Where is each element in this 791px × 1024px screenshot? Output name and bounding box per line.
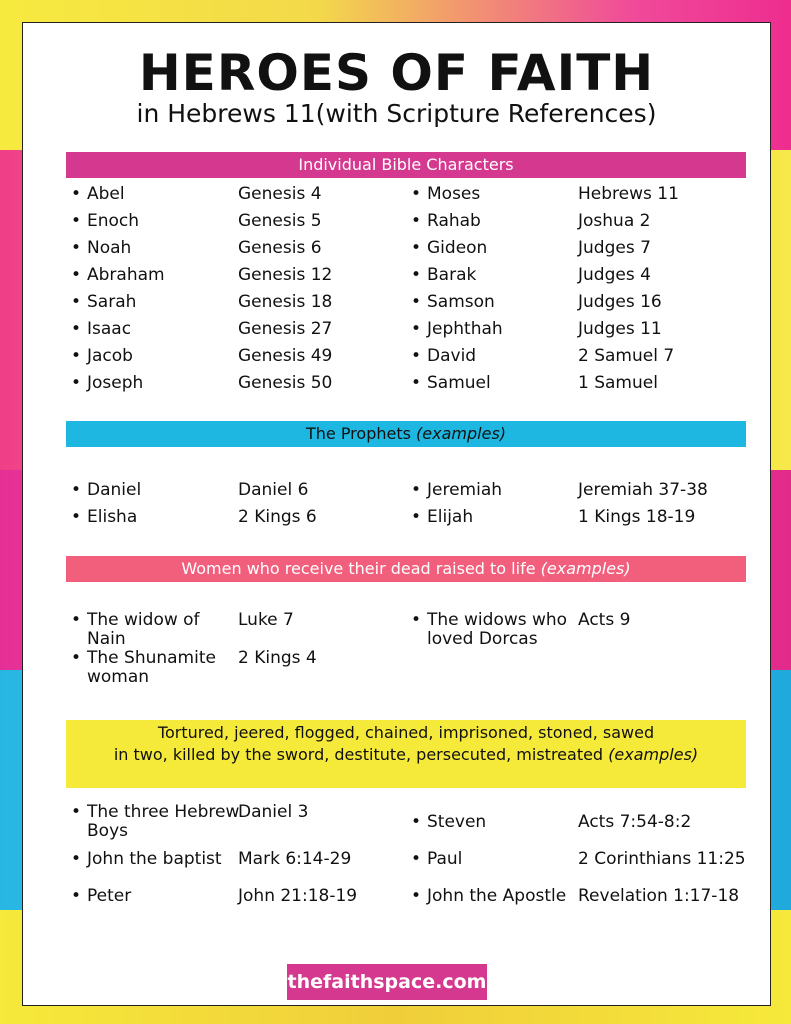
bullet: •: [71, 648, 82, 668]
list-item: [411, 184, 679, 204]
hero-reference: Genesis 50: [238, 373, 333, 393]
bullet: •: [411, 886, 422, 906]
hero-name: Abel: [87, 184, 125, 204]
hero-name: The three Hebrew Boys: [87, 802, 240, 841]
bullet: •: [71, 346, 82, 366]
section-heading-tortured: Tortured, jeered, flogged, chained, imprisoned, stoned, sawed in two, killed by the sword, destitute, persecuted, mistreated (examples): [66, 720, 746, 788]
list-item: [411, 849, 746, 869]
page-title: HEROES OF FAITH: [138, 44, 655, 102]
section-heading-individual: Individual Bible Characters: [66, 152, 746, 178]
list-item: [411, 265, 651, 285]
bullet: •: [411, 319, 422, 339]
hero-name: Gideon: [427, 238, 488, 258]
hero-reference: Genesis 5: [238, 211, 322, 231]
bullet: •: [411, 184, 422, 204]
list-item: [411, 507, 696, 527]
list-item: [71, 265, 333, 285]
hero-reference: 2 Samuel 7: [578, 346, 675, 366]
list-item: [411, 319, 662, 339]
hero-name: Jephthah: [427, 319, 503, 339]
list-item: [411, 610, 631, 649]
hero-reference: Joshua 2: [578, 211, 651, 231]
hero-reference: 1 Samuel: [578, 373, 658, 393]
list-item: [71, 480, 309, 500]
hero-name: Sarah: [87, 292, 137, 312]
list-item: [71, 184, 322, 204]
list-item: [71, 802, 309, 841]
bullet: •: [71, 319, 82, 339]
hero-name: The widows who loved Dorcas: [427, 610, 568, 649]
hero-name: Samuel: [427, 373, 491, 393]
hero-reference: Genesis 27: [238, 319, 333, 339]
list-item: [71, 211, 322, 231]
bullet: •: [411, 480, 422, 500]
bullet: •: [411, 292, 422, 312]
hero-name: Jacob: [87, 346, 133, 366]
hero-name: Elisha: [87, 507, 138, 527]
hero-name: Peter: [87, 886, 132, 906]
bullet: •: [71, 507, 82, 527]
bullet: •: [411, 265, 422, 285]
hero-name: John the baptist: [87, 849, 222, 869]
bullet: •: [411, 346, 422, 366]
hero-reference: Revelation 1:17-18: [578, 886, 740, 906]
bullet: •: [411, 373, 422, 393]
hero-reference: 2 Kings 6: [238, 507, 317, 527]
hero-reference: Acts 7:54-8:2: [578, 812, 692, 832]
hero-reference: 2 Kings 4: [238, 648, 317, 668]
hero-name: Enoch: [87, 211, 140, 231]
list-item: [71, 238, 322, 258]
bullet: •: [411, 238, 422, 258]
bullet: •: [71, 373, 82, 393]
hero-name: Elijah: [427, 507, 474, 527]
hero-name: Daniel: [87, 480, 142, 500]
bullet: •: [71, 184, 82, 204]
bullet: •: [411, 610, 422, 630]
list-item: [71, 319, 333, 339]
content-card: [22, 22, 771, 1006]
bullet: •: [411, 211, 422, 231]
hero-name: Samson: [427, 292, 495, 312]
hero-name: The Shunamite woman: [87, 648, 216, 687]
list-item: [71, 849, 352, 869]
list-item: [71, 507, 317, 527]
list-item: [411, 211, 651, 231]
list-item: [71, 292, 333, 312]
hero-reference: Judges 11: [578, 319, 662, 339]
list-item: [411, 480, 708, 500]
bullet: •: [411, 849, 422, 869]
section-heading-women: Women who receive their dead raised to life (examples): [66, 556, 746, 582]
hero-reference: Genesis 6: [238, 238, 322, 258]
bullet: •: [71, 610, 82, 630]
bullet: •: [71, 238, 82, 258]
site-url-footer[interactable]: thefaithspace.com: [287, 964, 487, 1000]
list-item: [411, 292, 662, 312]
list-item: [71, 346, 333, 366]
hero-reference: Genesis 4: [238, 184, 322, 204]
hero-reference: 1 Kings 18-19: [578, 507, 696, 527]
hero-name: John the Apostle: [427, 886, 567, 906]
bullet: •: [71, 265, 82, 285]
bullet: •: [411, 507, 422, 527]
hero-name: Isaac: [87, 319, 132, 339]
hero-name: Abraham: [87, 265, 165, 285]
bullet: •: [71, 480, 82, 500]
list-item: [411, 812, 692, 832]
list-item: [411, 346, 675, 366]
section-heading-prophets: The Prophets (examples): [66, 421, 746, 447]
page-subtitle: in Hebrews 11(with Scripture References): [136, 99, 657, 128]
hero-reference: Daniel 3: [238, 802, 309, 822]
bullet: •: [71, 886, 82, 906]
hero-reference: Genesis 49: [238, 346, 333, 366]
hero-reference: Daniel 6: [238, 480, 309, 500]
hero-reference: Luke 7: [238, 610, 294, 630]
list-item: [411, 886, 740, 906]
hero-reference: Hebrews 11: [578, 184, 679, 204]
hero-name: Moses: [427, 184, 481, 204]
hero-reference: John 21:18-19: [238, 886, 358, 906]
hero-name: Paul: [427, 849, 463, 869]
hero-reference: Acts 9: [578, 610, 631, 630]
hero-name: The widow of Nain: [87, 610, 200, 649]
bullet: •: [411, 812, 422, 832]
hero-reference: Judges 4: [578, 265, 651, 285]
list-item: [411, 238, 651, 258]
hero-name: Rahab: [427, 211, 481, 231]
bullet: •: [71, 849, 82, 869]
bullet: •: [71, 211, 82, 231]
list-item: [71, 373, 333, 393]
hero-name: Jeremiah: [427, 480, 503, 500]
list-item: [411, 373, 658, 393]
hero-name: David: [427, 346, 477, 366]
hero-name: Steven: [427, 812, 487, 832]
hero-reference: Genesis 12: [238, 265, 333, 285]
hero-reference: Judges 16: [578, 292, 662, 312]
hero-name: Joseph: [87, 373, 144, 393]
hero-name: Barak: [427, 265, 477, 285]
hero-reference: Genesis 18: [238, 292, 333, 312]
list-item: [71, 886, 358, 906]
hero-reference: Jeremiah 37-38: [578, 480, 708, 500]
bullet: •: [71, 292, 82, 312]
hero-reference: Judges 7: [578, 238, 651, 258]
hero-name: Noah: [87, 238, 132, 258]
hero-reference: Mark 6:14-29: [238, 849, 352, 869]
list-item: [71, 610, 294, 649]
hero-reference: 2 Corinthians 11:25: [578, 849, 746, 869]
list-item: [71, 648, 317, 687]
bullet: •: [71, 802, 82, 822]
